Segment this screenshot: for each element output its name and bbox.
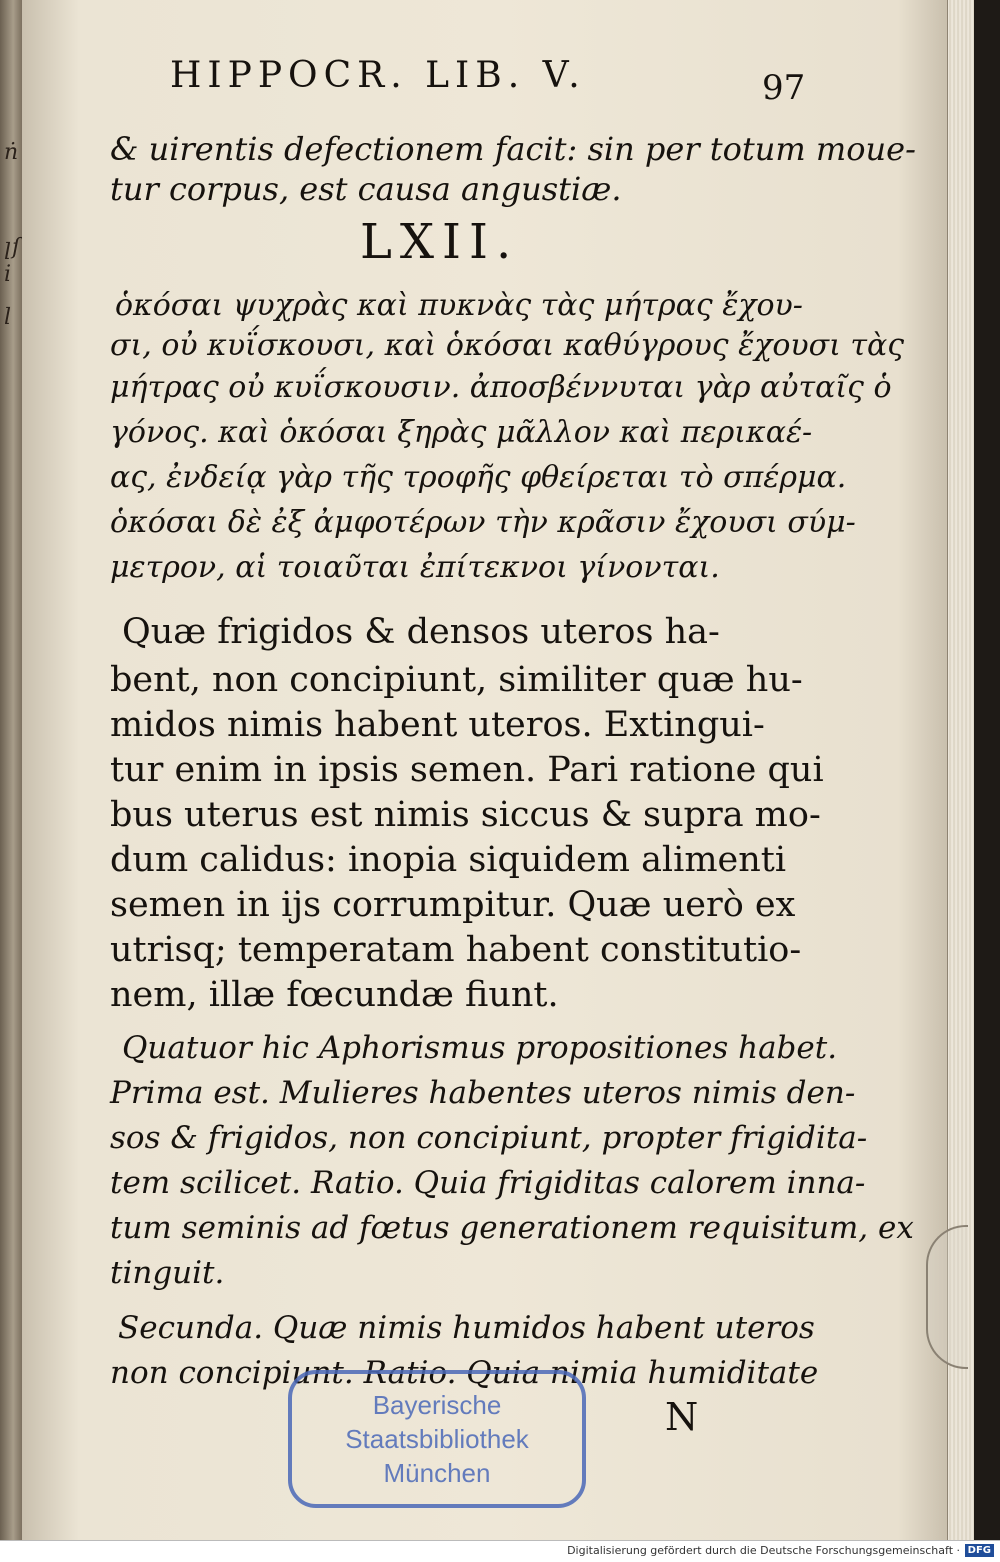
library-stamp: [288, 1370, 586, 1508]
stamp-line: Bayerische: [372, 1390, 502, 1420]
latin-line: midos nimis habent uteros. Extingui-: [110, 705, 765, 745]
latin-line: bus uterus est nimis siccus & supra mo-: [110, 795, 821, 835]
greek-line: μήτρας οὐ κυΐσκουσιν. ἀποσβέννυται γὰρ αὐταῖς ὁ: [110, 370, 892, 405]
commentary-line: non concipiunt. Ratio. Quia nimia humiditate: [110, 1355, 819, 1391]
commentary-line: Quatuor hic Aphorismus propositiones habet.: [122, 1030, 838, 1066]
commentary-line: tem scilicet. Ratio. Quia frigiditas calorem inna-: [110, 1165, 866, 1201]
previous-page-margin-text: [0, 0, 24, 1540]
commentary-line: Secunda. Quæ nimis humidos habent uteros: [118, 1310, 815, 1346]
section-number: LXII.: [360, 214, 520, 270]
dfg-logo-icon: DFG: [965, 1544, 994, 1557]
margin-letter: l: [4, 305, 12, 330]
margin-letter: i: [4, 262, 12, 287]
text-line: & uirentis defectionem facit: sin per totum moue-: [110, 130, 916, 168]
latin-line: utrisq; temperatam habent constitutio-: [110, 930, 802, 970]
commentary-line: tinguit.: [110, 1255, 225, 1291]
commentary-line: sos & frigidos, non concipiunt, propter frigidita-: [110, 1120, 868, 1156]
greek-line: ὁκόσαι δὲ ἐξ ἀμφοτέρων τὴν κρᾶσιν ἔχουσι σύμ-: [110, 505, 856, 540]
latin-line: dum calidus: inopia siquidem alimenti: [110, 840, 787, 880]
stamp-line: Staatsbibliothek: [345, 1424, 529, 1454]
commentary-line: tum seminis ad fœtus generationem requisitum, ex: [110, 1210, 914, 1246]
latin-line: nem, illæ fœcundæ fiunt.: [110, 975, 559, 1015]
signature-mark: N: [665, 1395, 699, 1439]
greek-line: ὁκόσαι ψυχρὰς καὶ πυκνὰς τὰς μήτρας ἔχου-: [115, 288, 803, 323]
greek-line: μετρον, αἱ τοιαῦται ἐπίτεκνοι γίνονται.: [110, 550, 720, 585]
latin-line: semen in ijs corrumpitur. Quæ uerò ex: [110, 885, 796, 925]
greek-line: γόνος. καὶ ὁκόσαι ξηρὰς μᾶλλον καὶ περικαέ-: [110, 415, 813, 450]
greek-line: σι, οὐ κυΐσκουσι, καὶ ὁκόσαι καθύγρους ἔχουσι τὰς: [110, 328, 905, 363]
footer-credit: Digitalisierung gefördert durch die Deutsche Forschungsgemeinschaft ·: [567, 1544, 960, 1557]
latin-line: bent, non concipiunt, similiter quæ hu-: [110, 660, 803, 700]
latin-line: tur enim in ipsis semen. Pari ratione qui: [110, 750, 824, 790]
running-head: HIPPOCR. LIB. V.: [170, 55, 586, 96]
text-line: tur corpus, est causa angustiæ.: [110, 170, 622, 208]
margin-letter: ſ: [12, 235, 21, 260]
page-number: 97: [762, 68, 806, 108]
digitization-footer: [0, 1540, 1000, 1562]
margin-letter: l: [4, 240, 12, 265]
stamp-line: München: [383, 1458, 491, 1488]
greek-line: ας, ἐνδείᾳ γὰρ τῆς τροφῆς φθείρεται τὸ σπέρμα.: [110, 460, 847, 495]
commentary-line: Prima est. Mulieres habentes uteros nimis den-: [110, 1075, 856, 1111]
margin-letter: ṅ: [4, 140, 19, 165]
latin-line: Quæ frigidos & densos uteros ha-: [122, 612, 720, 652]
page-clip: [926, 1225, 968, 1369]
